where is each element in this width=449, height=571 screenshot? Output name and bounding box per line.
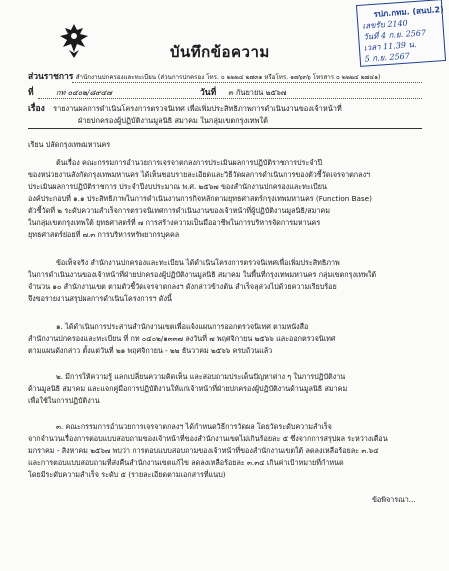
- reference-row: [28, 88, 112, 98]
- ref-value: กท ๐๔๐๒/๘๙๔๗: [55, 88, 112, 97]
- subject-line-1: รายงานผลการดำเนินโครงการตรวจนิเทศ เพื่อเพิ่มประสิทธิภาพการดำเนินงานของเจ้าหน้าที่: [53, 104, 342, 113]
- p1-line-2: ของหน่วยงานสังกัดกรุงเทพมหานคร ได้เห็นชอบรายละเอียดและวิธีวัดผลการดำเนินการของตัวชี้วัดเจรจาตกลงฯ: [28, 170, 371, 179]
- p3-line-2: สำนักงานปกครองและทะเบียน ที่ กท ๐๔๐๒/๑๓๓๗ ลงวันที่ ๗ พฤศจิกายน ๒๕๖๖ และออกตรวจนิเทศ: [28, 334, 336, 343]
- subject-label: เรื่อง: [28, 104, 45, 114]
- p2-line-3: จำนวน ๑๐ สำนักงานเขต ตามตัวชี้วัดเจรจาตกลงฯ ดังกล่าวข้างต้น สำเร็จลุล่วงไปด้วยความเรียบร้อย: [28, 282, 337, 291]
- stamp-forward-date: 5 ก.ย. 2567: [364, 51, 411, 64]
- p4-line-3: เพื่อใช้ในการปฏิบัติงาน: [28, 396, 100, 405]
- p5-line-1: ๓. คณะกรรมการอำนวยการเจรจาตกลงฯ ได้กำหนดวิธีการวัดผล โดยวัดระดับความสำเร็จ: [56, 422, 332, 431]
- ref-label: ที่: [28, 88, 34, 98]
- p2-line-4: จึงขอรายงานสรุปผลการดำเนินโครงการฯ ดังนี้: [28, 294, 172, 303]
- p1-line-5: ตัวชี้วัดที่ ๒ ระดับความสำเร็จการตรวจนิเทศการดำเนินงานของเจ้าหน้าที่ผู้ปฏิบัติงานมูลนิธิ/สมาคม: [28, 206, 330, 215]
- stamp-agency: รปภ.กทม. (สนป.2): [373, 4, 445, 19]
- p1-line-6: ในกลุ่มเขตกรุงเทพใต้ ยุทธศาสตร์ที่ ๗ การสร้างความเป็นมืออาชีพในการบริหารจัดการมหานคร: [28, 218, 321, 227]
- p5-line-3: มกราคม - สิงหาคม ๒๕๖๗ พบว่า การตอบแบบสอบถามของเจ้าหน้าที่ของสำนักงานเขตใต้ ลดลงเหลือร้อยละ ๓.๖๔: [28, 446, 379, 455]
- p4-line-2: ด้านมูลนิธิ สมาคม และแจกคู่มือการปฏิบัติงานให้แก่เจ้าหน้าที่ฝ่ายปกครองผู้ปฏิบัติงานด้านมูลนิธิ สมาคม: [28, 384, 348, 393]
- p3-line-3: ตามแผนดังกล่าว ตั้งแต่วันที่ ๒๑ พฤศจิกายน - ๒๒ ธันวาคม ๒๕๖๖ ครบถ้วนแล้ว: [28, 346, 273, 355]
- p1-line-1: ต้นเรื่อง คณะกรรมการอำนวยการเจรจาตกลงการประเมินผลการปฏิบัติราชการประจำปี: [56, 158, 323, 167]
- salutation: เรียน ปลัดกรุงเทพมหานคร: [28, 140, 111, 149]
- p4-line-1: ๒. มีการให้ความรู้ แลกเปลี่ยนความคิดเห็น และสอบถามประเด็นปัญหาต่าง ๆ ในการปฏิบัติงาน: [56, 372, 346, 381]
- date-row: [200, 88, 286, 98]
- stamp-receipt-number: เลขรับ 2140: [362, 18, 409, 31]
- agency-value: สำนักงานปกครองและทะเบียน (ส่วนการปกครอง โทร. ๐ ๒๒๒๔ ๒๗๓๑ หรือโทร. ๑๗๖๓๖ โทรสาร ๐ ๒๒๒๔ ๒๗๔๑): [75, 74, 381, 81]
- subject-line-2: ฝ่ายปกครองผู้ปฏิบัติงานมูลนิธิ สมาคม ในกลุ่มเขตกรุงเทพใต้: [78, 116, 268, 125]
- stamp-date: วันที่ 4 ก.ย. 2567: [362, 28, 427, 42]
- p1-line-4: องค์ประกอบที่ ๑.๑ ประสิทธิภาพในการดำเนินงานการกิจหลักตามยุทธศาสตร์กรุงเทพมหานคร (Function Base): [28, 194, 372, 203]
- agency-dotted-line: [72, 82, 422, 83]
- p1-line-3: ประเมินผลการปฏิบัติราชการ ประจำปีงบประมาณ พ.ศ. ๒๕๖๗ ของสำนักงานปกครองและทะเบียน: [28, 182, 327, 191]
- ref-dotted-line: [38, 98, 422, 99]
- p3-line-1: ๑. ได้ดำเนินการประสานสำนักงานเขตเพื่อแจ้งแผนการออกตรวจนิเทศ ตามหนังสือ: [56, 322, 309, 331]
- stamp-time: เวลา 11.39 น.: [363, 39, 417, 53]
- p1-line-7: ยุทธศาสตร์ย่อยที่ ๗.๓ การบริหารทรัพยากรบุคคล: [28, 230, 180, 239]
- p2-line-1: ข้อเท็จจริง สำนักงานปกครองและทะเบียน ได้ดำเนินโครงการตรวจนิเทศเพื่อเพิ่มประสิทธิภาพ: [56, 258, 340, 267]
- date-value: ๓ กันยายน ๒๕๖๗: [228, 88, 287, 97]
- p5-line-4: และการตอบแบบสอบถามที่ส่งคืนสำนักงานเขตแก้ไข ลดลงเหลือร้อยละ ๓.๓๔ เกินค่าเป้าหมายที่กำหนด: [28, 458, 344, 467]
- subject-row: [28, 104, 342, 114]
- p5-line-5: โดยมีระดับความสำเร็จ ระดับ ๕ (รายละเอียดตามเอกสารที่แนบ): [28, 470, 226, 479]
- agency-label: ส่วนราชการ: [28, 72, 74, 82]
- receipt-stamp: [356, 0, 446, 67]
- agency-row: [28, 72, 380, 82]
- garuda-emblem-icon: [57, 22, 91, 60]
- p2-line-2: ในการดำเนินงานของเจ้าหน้าที่ฝ่ายปกครองผู้ปฏิบัติงานมูลนิธิ สมาคม ในพื้นที่กรุงเทพมหานคร กลุ่มเขตกรุงเทพใต้: [28, 270, 377, 279]
- p5-line-2: จากจำนวนเรื่องการตอบแบบสอบถามของเจ้าหน้าที่ของสำนักงานเขตไม่เกินร้อยละ ๕ ซึ่งจากการสรุปผล ระหว่างเดือน: [28, 434, 388, 443]
- date-label: วันที่: [200, 88, 217, 98]
- document-title: บันทึกข้อความ: [170, 43, 270, 61]
- continuation-text: ข้อพิจารณา...: [372, 495, 416, 504]
- header-divider: [28, 128, 422, 129]
